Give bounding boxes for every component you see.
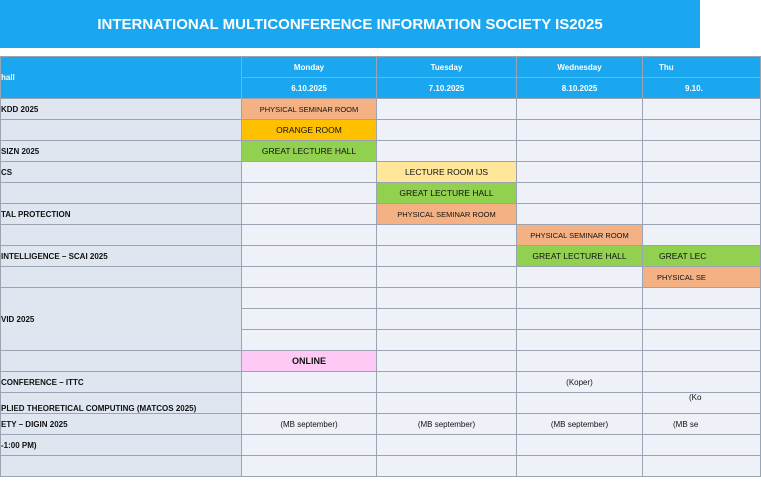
room-cell: LECTURE ROOM IJS [377,162,517,183]
room-cell: GREAT LECTURE HALL [242,141,377,162]
note-cell: (MB september) [377,414,517,435]
note-cell: (Ko [643,393,761,414]
note-cell: (MB september) [242,414,377,435]
room-cell: ONLINE [242,351,377,372]
table-row [1,183,761,204]
table-row [1,141,761,162]
page-title: INTERNATIONAL MULTICONFERENCE INFORMATION SOCIETY IS2025 [97,15,603,33]
table-row [1,246,761,267]
day-header-tuesday: Tuesday [377,57,517,78]
conference-name: CS [1,162,242,183]
table-row [1,225,761,246]
header-row-days [1,57,761,78]
date-header-wednesday: 8.10.2025 [517,78,643,99]
conference-name: SIZN 2025 [1,141,242,162]
table-row [1,162,761,183]
room-cell: PHYSICAL SE [643,267,761,288]
conference-name: KDD 2025 [1,99,242,120]
table-row [1,393,761,414]
note-cell: (MB september) [517,414,643,435]
table-row [1,120,761,141]
room-cell: PHYSICAL SEMINAR ROOM [377,204,517,225]
date-header-monday: 6.10.2025 [242,78,377,99]
room-cell: PHYSICAL SEMINAR ROOM [517,225,643,246]
conference-name: VID 2025 [1,288,242,351]
table-row [1,372,761,393]
date-header-tuesday: 7.10.2025 [377,78,517,99]
room-cell: GREAT LECTURE HALL [377,183,517,204]
room-cell: PHYSICAL SEMINAR ROOM [242,99,377,120]
hall-header: hall [1,57,242,99]
conference-name: INTELLIGENCE – SCAI 2025 [1,246,242,267]
table-row [1,288,761,309]
title-bar [0,0,700,50]
day-header-wednesday: Wednesday [517,57,643,78]
schedule-table [0,56,761,477]
conference-name: PLIED THEORETICAL COMPUTING (MATCOS 2025) [1,393,242,414]
table-row [1,456,761,477]
conference-name: ETY – DIGIN 2025 [1,414,242,435]
conference-name: -1:00 PM) [1,435,242,456]
table-row [1,204,761,225]
date-header-thursday: 9.10. [643,78,761,99]
room-cell: GREAT LEC [643,246,761,267]
day-header-monday: Monday [242,57,377,78]
room-cell: GREAT LECTURE HALL [517,246,643,267]
table-row [1,351,761,372]
conference-name: TAL PROTECTION [1,204,242,225]
schedule-table-wrap [0,56,707,500]
table-row [1,267,761,288]
table-row [1,414,761,435]
note-cell: (Koper) [517,372,643,393]
note-cell: (MB se [643,414,761,435]
room-cell: ORANGE ROOM [242,120,377,141]
day-header-thursday: Thu [643,57,761,78]
table-row [1,99,761,120]
conference-name: CONFERENCE – ITTC [1,372,242,393]
table-row [1,435,761,456]
